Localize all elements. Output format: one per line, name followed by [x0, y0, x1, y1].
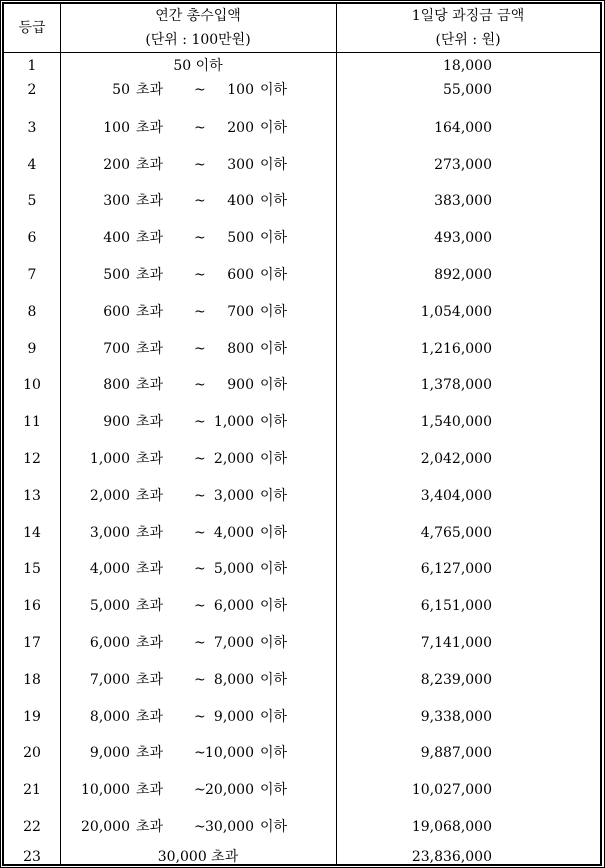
- grade-cell: 5: [27, 193, 37, 209]
- income-upper-bound: 20,000: [205, 782, 254, 798]
- income-lower-bound: 7,000: [89, 672, 130, 688]
- tilde-separator: ~: [194, 377, 206, 393]
- grade-cell: 3: [27, 120, 37, 136]
- under-label: 이하: [260, 745, 288, 761]
- grade-cell: 11: [23, 414, 41, 430]
- tilde-separator: ~: [194, 120, 206, 136]
- grade-cell: 6: [27, 230, 37, 246]
- grade-cell: 16: [23, 598, 41, 614]
- income-lower-bound: 9,000: [89, 745, 130, 761]
- daily-penalty-amount: 273,000: [434, 157, 492, 173]
- income-lower-bound: 8,000: [89, 709, 130, 725]
- income-lower-bound: 5,000: [89, 598, 130, 614]
- tilde-separator: ~: [194, 414, 206, 430]
- over-label: 초과: [136, 709, 164, 725]
- daily-penalty-amount: 7,141,000: [420, 635, 492, 651]
- income-upper-bound: 400: [227, 193, 254, 209]
- income-upper-bound: 3,000: [213, 488, 254, 504]
- under-label: 이하: [260, 304, 288, 320]
- daily-penalty-amount: 2,042,000: [420, 451, 492, 467]
- income-upper-bound: 1,000: [213, 414, 254, 430]
- grade-cell: 22: [23, 819, 41, 835]
- tilde-separator: ~: [194, 672, 206, 688]
- grade-cell: 7: [27, 267, 37, 283]
- tilde-separator: ~: [194, 745, 206, 761]
- under-label: 이하: [260, 598, 288, 614]
- income-lower-bound: 400: [103, 230, 130, 246]
- daily-penalty-amount: 6,151,000: [420, 598, 492, 614]
- daily-penalty-amount: 10,027,000: [411, 782, 492, 798]
- daily-penalty-amount: 23,836,000: [411, 849, 492, 865]
- tilde-separator: ~: [194, 193, 206, 209]
- daily-penalty-amount: 19,068,000: [411, 819, 492, 835]
- income-upper-bound: 300: [227, 157, 254, 173]
- over-label: 초과: [136, 341, 164, 357]
- income-upper-bound: 2,000: [213, 451, 254, 467]
- income-lower-bound: 4,000: [89, 561, 130, 577]
- daily-penalty-amount: 892,000: [434, 267, 492, 283]
- income-lower-bound: 300: [103, 193, 130, 209]
- over-label: 초과: [136, 819, 164, 835]
- under-label: 이하: [260, 414, 288, 430]
- under-label: 이하: [260, 377, 288, 393]
- income-upper-bound: 700: [227, 304, 254, 320]
- tilde-separator: ~: [194, 267, 206, 283]
- over-label: 초과: [136, 193, 164, 209]
- under-label: 이하: [260, 709, 288, 725]
- over-label: 초과: [136, 782, 164, 798]
- under-label: 이하: [260, 230, 288, 246]
- daily-penalty-amount: 6,127,000: [420, 561, 492, 577]
- over-label: 초과: [136, 414, 164, 430]
- income-lower-bound: 2,000: [89, 488, 130, 504]
- under-label: 이하: [260, 82, 288, 98]
- daily-penalty-amount: 1,054,000: [420, 304, 492, 320]
- penalty-table: [2, 2, 602, 866]
- grade-cell: 17: [23, 635, 41, 651]
- grade-cell: 2: [27, 82, 37, 98]
- income-range-cell: 50 이하: [173, 58, 223, 74]
- under-label: 이하: [260, 488, 288, 504]
- under-label: 이하: [260, 267, 288, 283]
- daily-penalty-amount: 3,404,000: [420, 488, 492, 504]
- income-lower-bound: 500: [103, 267, 130, 283]
- income-lower-bound: 200: [103, 157, 130, 173]
- under-label: 이하: [260, 193, 288, 209]
- grade-cell: 10: [23, 377, 41, 393]
- grade-cell: 18: [23, 672, 41, 688]
- income-upper-bound: 6,000: [213, 598, 254, 614]
- over-label: 초과: [136, 267, 164, 283]
- income-upper-bound: 4,000: [213, 525, 254, 541]
- under-label: 이하: [260, 157, 288, 173]
- daily-penalty-amount: 18,000: [443, 58, 492, 74]
- header-grade: 등급: [18, 20, 46, 36]
- daily-penalty-amount: 1,540,000: [420, 414, 492, 430]
- grade-cell: 12: [23, 451, 41, 467]
- over-label: 초과: [136, 635, 164, 651]
- daily-penalty-amount: 9,887,000: [420, 745, 492, 761]
- grade-cell: 21: [23, 782, 41, 798]
- grade-cell: 8: [27, 304, 37, 320]
- tilde-separator: ~: [194, 635, 206, 651]
- daily-penalty-amount: 164,000: [434, 120, 492, 136]
- under-label: 이하: [260, 782, 288, 798]
- tilde-separator: ~: [194, 341, 206, 357]
- under-label: 이하: [260, 635, 288, 651]
- under-label: 이하: [260, 525, 288, 541]
- income-upper-bound: 600: [227, 267, 254, 283]
- header-amount-title: 1일당 과징금 금액: [411, 8, 525, 24]
- header-divider: [4, 52, 600, 53]
- daily-penalty-amount: 4,765,000: [420, 525, 492, 541]
- tilde-separator: ~: [194, 709, 206, 725]
- header-income-title: 연간 총수입액: [155, 8, 241, 24]
- under-label: 이하: [260, 451, 288, 467]
- income-lower-bound: 3,000: [89, 525, 130, 541]
- daily-penalty-amount: 55,000: [443, 82, 492, 98]
- income-upper-bound: 8,000: [213, 672, 254, 688]
- tilde-separator: ~: [194, 782, 206, 798]
- income-upper-bound: 800: [227, 341, 254, 357]
- grade-cell: 1: [27, 58, 37, 74]
- header-amount-unit: (단위 : 원): [435, 32, 501, 48]
- over-label: 초과: [136, 157, 164, 173]
- over-label: 초과: [136, 451, 164, 467]
- income-lower-bound: 900: [103, 414, 130, 430]
- tilde-separator: ~: [194, 819, 206, 835]
- over-label: 초과: [136, 598, 164, 614]
- under-label: 이하: [260, 341, 288, 357]
- income-lower-bound: 700: [103, 341, 130, 357]
- income-upper-bound: 30,000: [205, 819, 254, 835]
- income-upper-bound: 9,000: [213, 709, 254, 725]
- grade-cell: 4: [27, 157, 37, 173]
- tilde-separator: ~: [194, 304, 206, 320]
- over-label: 초과: [136, 525, 164, 541]
- income-upper-bound: 7,000: [213, 635, 254, 651]
- header-income-unit: (단위 : 100만원): [145, 32, 251, 48]
- over-label: 초과: [136, 230, 164, 246]
- grade-cell: 9: [27, 341, 37, 357]
- over-label: 초과: [136, 561, 164, 577]
- income-lower-bound: 1,000: [89, 451, 130, 467]
- tilde-separator: ~: [194, 230, 206, 246]
- daily-penalty-amount: 8,239,000: [420, 672, 492, 688]
- income-upper-bound: 10,000: [205, 745, 254, 761]
- income-upper-bound: 500: [227, 230, 254, 246]
- grade-cell: 13: [23, 488, 41, 504]
- daily-penalty-amount: 1,378,000: [420, 377, 492, 393]
- grade-cell: 15: [23, 561, 41, 577]
- income-lower-bound: 600: [103, 304, 130, 320]
- tilde-separator: ~: [194, 525, 206, 541]
- tilde-separator: ~: [194, 598, 206, 614]
- under-label: 이하: [260, 120, 288, 136]
- grade-cell: 14: [23, 525, 41, 541]
- tilde-separator: ~: [194, 488, 206, 504]
- under-label: 이하: [260, 819, 288, 835]
- tilde-separator: ~: [194, 82, 206, 98]
- over-label: 초과: [136, 377, 164, 393]
- over-label: 초과: [136, 745, 164, 761]
- grade-cell: 20: [23, 745, 41, 761]
- income-lower-bound: 50: [112, 82, 130, 98]
- over-label: 초과: [136, 672, 164, 688]
- daily-penalty-amount: 493,000: [434, 230, 492, 246]
- tilde-separator: ~: [194, 451, 206, 467]
- daily-penalty-amount: 1,216,000: [420, 341, 492, 357]
- daily-penalty-amount: 383,000: [434, 193, 492, 209]
- income-lower-bound: 800: [103, 377, 130, 393]
- income-lower-bound: 6,000: [89, 635, 130, 651]
- tilde-separator: ~: [194, 561, 206, 577]
- income-lower-bound: 20,000: [81, 819, 130, 835]
- income-lower-bound: 10,000: [81, 782, 130, 798]
- income-upper-bound: 5,000: [213, 561, 254, 577]
- over-label: 초과: [136, 82, 164, 98]
- over-label: 초과: [136, 120, 164, 136]
- grade-cell: 19: [23, 709, 41, 725]
- daily-penalty-amount: 9,338,000: [420, 709, 492, 725]
- income-upper-bound: 200: [227, 120, 254, 136]
- income-lower-bound: 100: [103, 120, 130, 136]
- income-range-cell: 30,000 초과: [157, 849, 239, 865]
- over-label: 초과: [136, 304, 164, 320]
- under-label: 이하: [260, 561, 288, 577]
- tilde-separator: ~: [194, 157, 206, 173]
- income-upper-bound: 900: [227, 377, 254, 393]
- income-upper-bound: 100: [227, 82, 254, 98]
- grade-cell: 23: [23, 849, 41, 865]
- over-label: 초과: [136, 488, 164, 504]
- under-label: 이하: [260, 672, 288, 688]
